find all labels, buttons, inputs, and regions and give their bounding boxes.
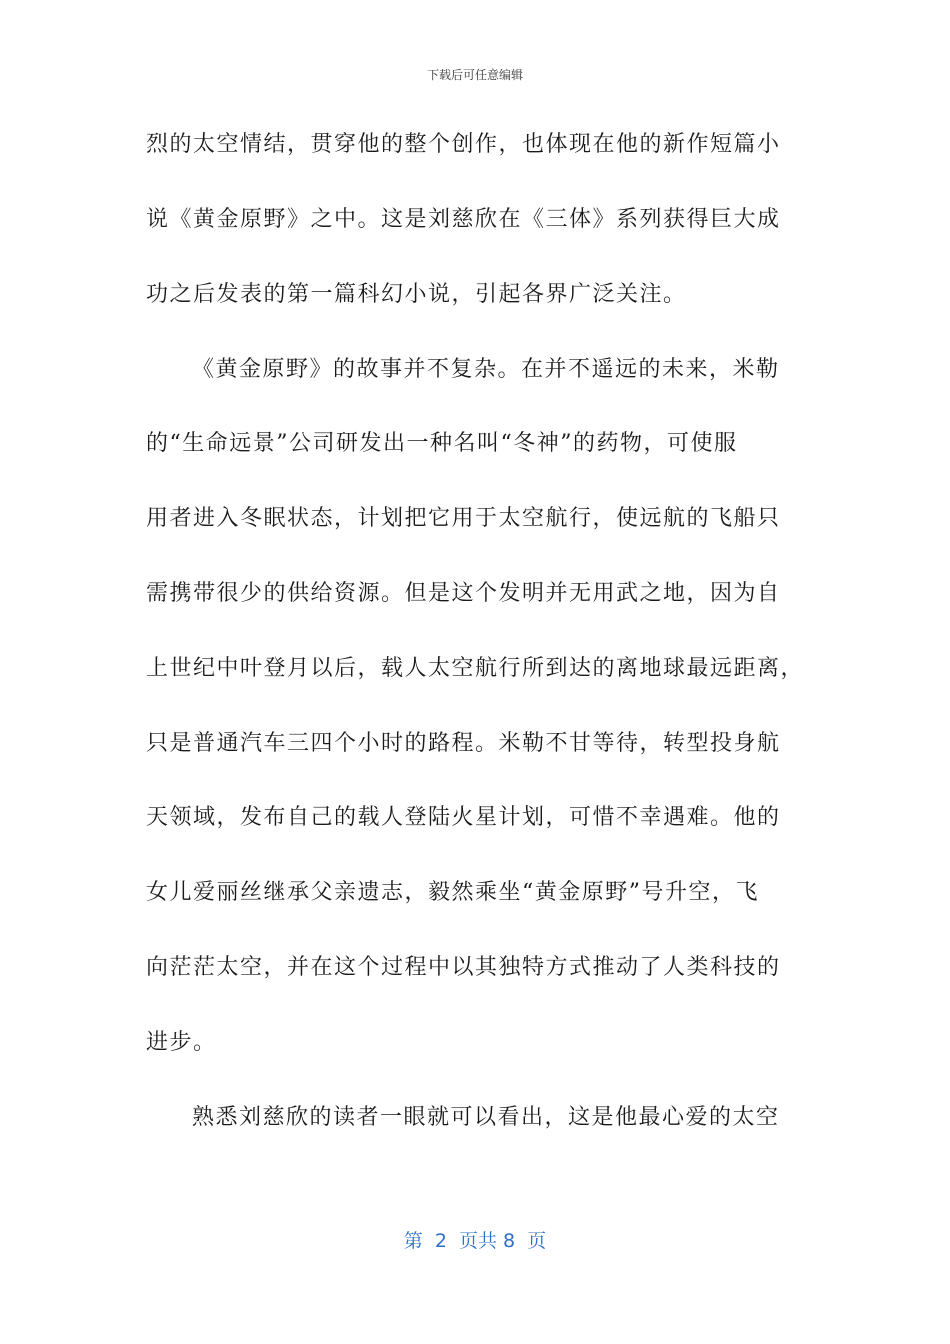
page-footer: 第 2 页共 8 页 [403,1230,547,1252]
paragraph-line: 说《黄金原野》之中。这是刘慈欣在《三体》系列获得巨大成 [146,207,781,232]
paragraph-line: 熟悉刘慈欣的读者一眼就可以看出，这是他最心爱的太空 [192,1105,780,1130]
paragraph-line: 的“生命远景”公司研发出一种名叫“冬神”的药物，可使服 [146,431,738,456]
paragraph-line: 天领域，发布自己的载人登陆火星计划，可惜不幸遇难。他的 [146,805,781,830]
paragraph-line: 向茫茫太空，并在这个过程中以其独特方式推动了人类科技的 [146,955,781,980]
paragraph-line: 进步。 [146,1030,217,1055]
paragraph-line: 需携带很少的供给资源。但是这个发明并无用武之地，因为自 [146,581,781,606]
paragraph-line: 用者进入冬眠状态，计划把它用于太空航行，使远航的飞船只 [146,506,781,531]
paragraph-line: 功之后发表的第一篇科幻小说，引起各界广泛关注。 [146,282,687,307]
paragraph-line: 上世纪中叶登月以后，载人太空航行所到达的离地球最远距离， [146,656,805,681]
paragraph-line: 《黄金原野》的故事并不复杂。在并不遥远的未来，米勒 [192,357,780,382]
page-header: 下载后可任意编辑 [426,68,523,82]
paragraph-line: 女儿爱丽丝继承父亲遗志，毅然乘坐“黄金原野”号升空，飞 [146,880,759,905]
paragraph-line: 烈的太空情结，贯穿他的整个创作，也体现在他的新作短篇小 [146,132,781,157]
paragraph-line: 只是普通汽车三四个小时的路程。米勒不甘等待，转型投身航 [146,731,781,756]
